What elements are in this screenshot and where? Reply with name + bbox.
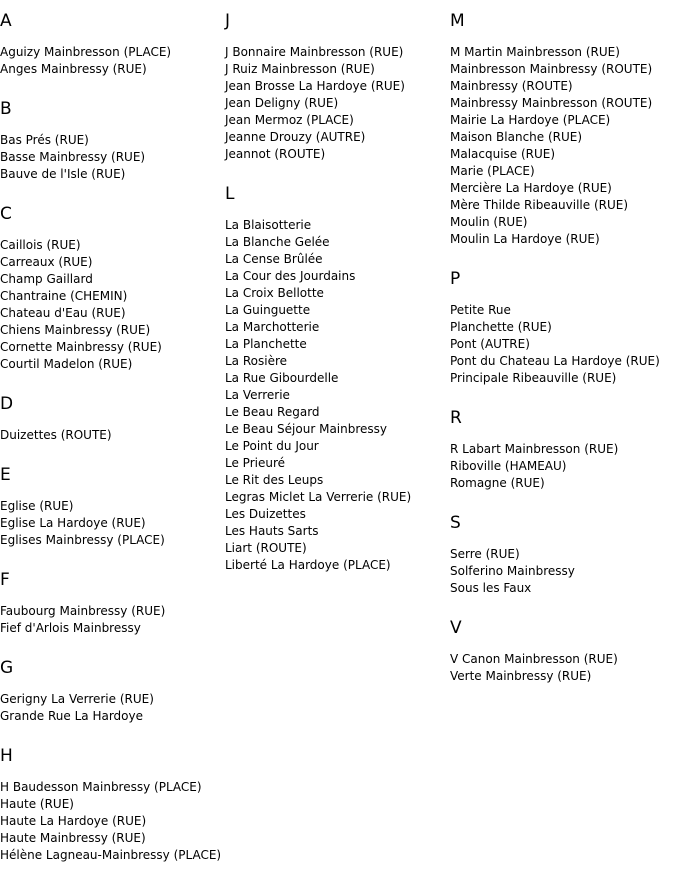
street-list (0, 779, 225, 864)
street-name-item: Sous les Faux (450, 581, 532, 595)
street-name-item: Jeannot (ROUTE) (225, 147, 326, 161)
street-name-item: Petite Rue (450, 303, 511, 317)
street-list (0, 498, 225, 549)
street-list (0, 44, 225, 78)
street-name-item: Le Rit des Leups (225, 473, 324, 487)
street-name-item: La Planchette (225, 337, 307, 351)
street-name-item: Mère Thilde Ribeauville (RUE) (450, 198, 629, 212)
street-name-item: La Marchotterie (225, 320, 320, 334)
street-name-item: Caillois (RUE) (0, 238, 81, 252)
letter-section-b (0, 98, 225, 183)
street-name-item: Bas Prés (RUE) (0, 133, 89, 147)
street-name-item: J Ruiz Mainbresson (RUE) (225, 62, 375, 76)
street-name-item: R Labart Mainbresson (RUE) (450, 442, 619, 456)
street-name-item: Jean Deligny (RUE) (225, 96, 339, 110)
street-list (225, 217, 450, 574)
letter-section-r (450, 407, 675, 492)
street-name-item: Serre (RUE) (450, 547, 520, 561)
letter-section-s (450, 512, 675, 597)
street-name-item: Solferino Mainbressy (450, 564, 575, 578)
street-list (0, 427, 225, 444)
section-letter-heading: G (0, 658, 14, 678)
street-list (225, 44, 450, 163)
street-name-item: Courtil Madelon (RUE) (0, 357, 133, 371)
street-name-item: Eglises Mainbressy (PLACE) (0, 533, 165, 547)
street-name-item: Verte Mainbressy (RUE) (450, 669, 592, 683)
street-name-item: Mainbressy (ROUTE) (450, 79, 573, 93)
street-name-item: M Martin Mainbresson (RUE) (450, 45, 620, 59)
section-letter-heading: J (225, 11, 231, 31)
street-name-item: Maison Blanche (RUE) (450, 130, 583, 144)
street-name-item: Grande Rue La Hardoye (0, 709, 144, 723)
section-letter-heading: F (0, 570, 10, 590)
street-name-item: Chantraine (CHEMIN) (0, 289, 128, 303)
street-name-item: La Croix Bellotte (225, 286, 324, 300)
street-name-item: Mainbresson Mainbressy (ROUTE) (450, 62, 653, 76)
street-name-item: Le Prieuré (225, 456, 286, 470)
street-name-item: Cornette Mainbressy (RUE) (0, 340, 162, 354)
section-letter-heading: L (225, 184, 235, 204)
index-column-1 (0, 10, 225, 884)
street-list (0, 603, 225, 637)
street-name-item: Le Beau Séjour Mainbressy (225, 422, 388, 436)
street-name-item: Moulin La Hardoye (RUE) (450, 232, 600, 246)
street-name-item: Haute Mainbressy (RUE) (0, 831, 146, 845)
street-name-item: Jean Brosse La Hardoye (RUE) (225, 79, 405, 93)
street-name-item: Les Hauts Sarts (225, 524, 319, 538)
street-name-item: Haute (RUE) (0, 797, 74, 811)
street-name-item: Eglise (RUE) (0, 499, 74, 513)
street-name-item: La Blanche Gelée (225, 235, 330, 249)
letter-section-e (0, 464, 225, 549)
street-name-item: Fief d'Arlois Mainbressy (0, 621, 141, 635)
street-name-item: Les Duizettes (225, 507, 306, 521)
street-name-item: Chiens Mainbressy (RUE) (0, 323, 151, 337)
street-name-item: Chateau d'Eau (RUE) (0, 306, 126, 320)
street-list (450, 302, 675, 387)
street-name-item: Haute La Hardoye (RUE) (0, 814, 147, 828)
section-letter-heading: E (0, 465, 11, 485)
street-list (0, 237, 225, 373)
street-name-item: Malacquise (RUE) (450, 147, 556, 161)
street-name-item: Mairie La Hardoye (PLACE) (450, 113, 611, 127)
street-list (450, 651, 675, 685)
street-name-item: J Bonnaire Mainbresson (RUE) (225, 45, 404, 59)
street-name-item: Marie (PLACE) (450, 164, 535, 178)
section-letter-heading: A (0, 11, 12, 31)
section-letter-heading: P (450, 269, 461, 289)
street-name-item: La Guinguette (225, 303, 311, 317)
street-name-item: V Canon Mainbresson (RUE) (450, 652, 618, 666)
street-list (450, 441, 675, 492)
section-letter-heading: B (0, 99, 12, 119)
street-name-item: Gerigny La Verrerie (RUE) (0, 692, 154, 706)
street-name-item: Basse Mainbressy (RUE) (0, 150, 146, 164)
street-name-item: Le Point du Jour (225, 439, 319, 453)
letter-section-c (0, 203, 225, 373)
street-name-item: Hélène Lagneau-Mainbressy (PLACE) (0, 848, 222, 862)
letter-section-h (0, 745, 225, 864)
street-name-item: Mainbressy Mainbresson (ROUTE) (450, 96, 653, 110)
letter-section-m (450, 10, 675, 248)
section-letter-heading: C (0, 204, 12, 224)
street-name-item: Anges Mainbressy (RUE) (0, 62, 147, 76)
street-list (0, 691, 225, 725)
section-letter-heading: V (450, 618, 462, 638)
street-name-item: Le Beau Regard (225, 405, 320, 419)
street-name-item: Mercière La Hardoye (RUE) (450, 181, 612, 195)
street-name-item: Principale Ribeauville (RUE) (450, 371, 617, 385)
section-letter-heading: R (450, 408, 462, 428)
street-name-item: La Cour des Jourdains (225, 269, 356, 283)
street-name-item: H Baudesson Mainbressy (PLACE) (0, 780, 202, 794)
street-name-item: Pont (AUTRE) (450, 337, 530, 351)
street-name-item: La Verrerie (225, 388, 290, 402)
street-name-item: Bauve de l'Isle (RUE) (0, 167, 126, 181)
letter-section-a (0, 10, 225, 78)
section-letter-heading: H (0, 746, 13, 766)
street-name-item: La Blaisotterie (225, 218, 312, 232)
index-column-2 (225, 10, 450, 594)
street-name-item: Planchette (RUE) (450, 320, 552, 334)
street-name-item: Eglise La Hardoye (RUE) (0, 516, 146, 530)
street-name-item: Duizettes (ROUTE) (0, 428, 112, 442)
street-name-item: Faubourg Mainbressy (RUE) (0, 604, 166, 618)
letter-section-f (0, 569, 225, 637)
letter-section-l (225, 183, 450, 574)
street-name-item: Riboville (HAMEAU) (450, 459, 567, 473)
letter-section-v (450, 617, 675, 685)
street-name-item: La Cense Brûlée (225, 252, 323, 266)
street-name-item: Jeanne Drouzy (AUTRE) (225, 130, 366, 144)
street-list (450, 546, 675, 597)
letter-section-j (225, 10, 450, 163)
index-column-3 (450, 10, 675, 705)
street-name-item: Liberté La Hardoye (PLACE) (225, 558, 391, 572)
street-name-item: Pont du Chateau La Hardoye (RUE) (450, 354, 660, 368)
street-name-item: Romagne (RUE) (450, 476, 545, 490)
letter-section-d (0, 393, 225, 444)
street-list (450, 44, 675, 248)
street-name-item: Carreaux (RUE) (0, 255, 93, 269)
street-name-item: La Rosière (225, 354, 288, 368)
street-name-item: Legras Miclet La Verrerie (RUE) (225, 490, 412, 504)
letter-section-p (450, 268, 675, 387)
section-letter-heading: M (450, 11, 465, 31)
section-letter-heading: S (450, 513, 461, 533)
street-name-item: Moulin (RUE) (450, 215, 528, 229)
street-name-item: Champ Gaillard (0, 272, 93, 286)
street-name-item: La Rue Gibourdelle (225, 371, 339, 385)
letter-section-g (0, 657, 225, 725)
street-name-item: Liart (ROUTE) (225, 541, 307, 555)
street-name-item: Jean Mermoz (PLACE) (225, 113, 354, 127)
street-list (0, 132, 225, 183)
section-letter-heading: D (0, 394, 14, 414)
street-name-item: Aguizy Mainbresson (PLACE) (0, 45, 172, 59)
